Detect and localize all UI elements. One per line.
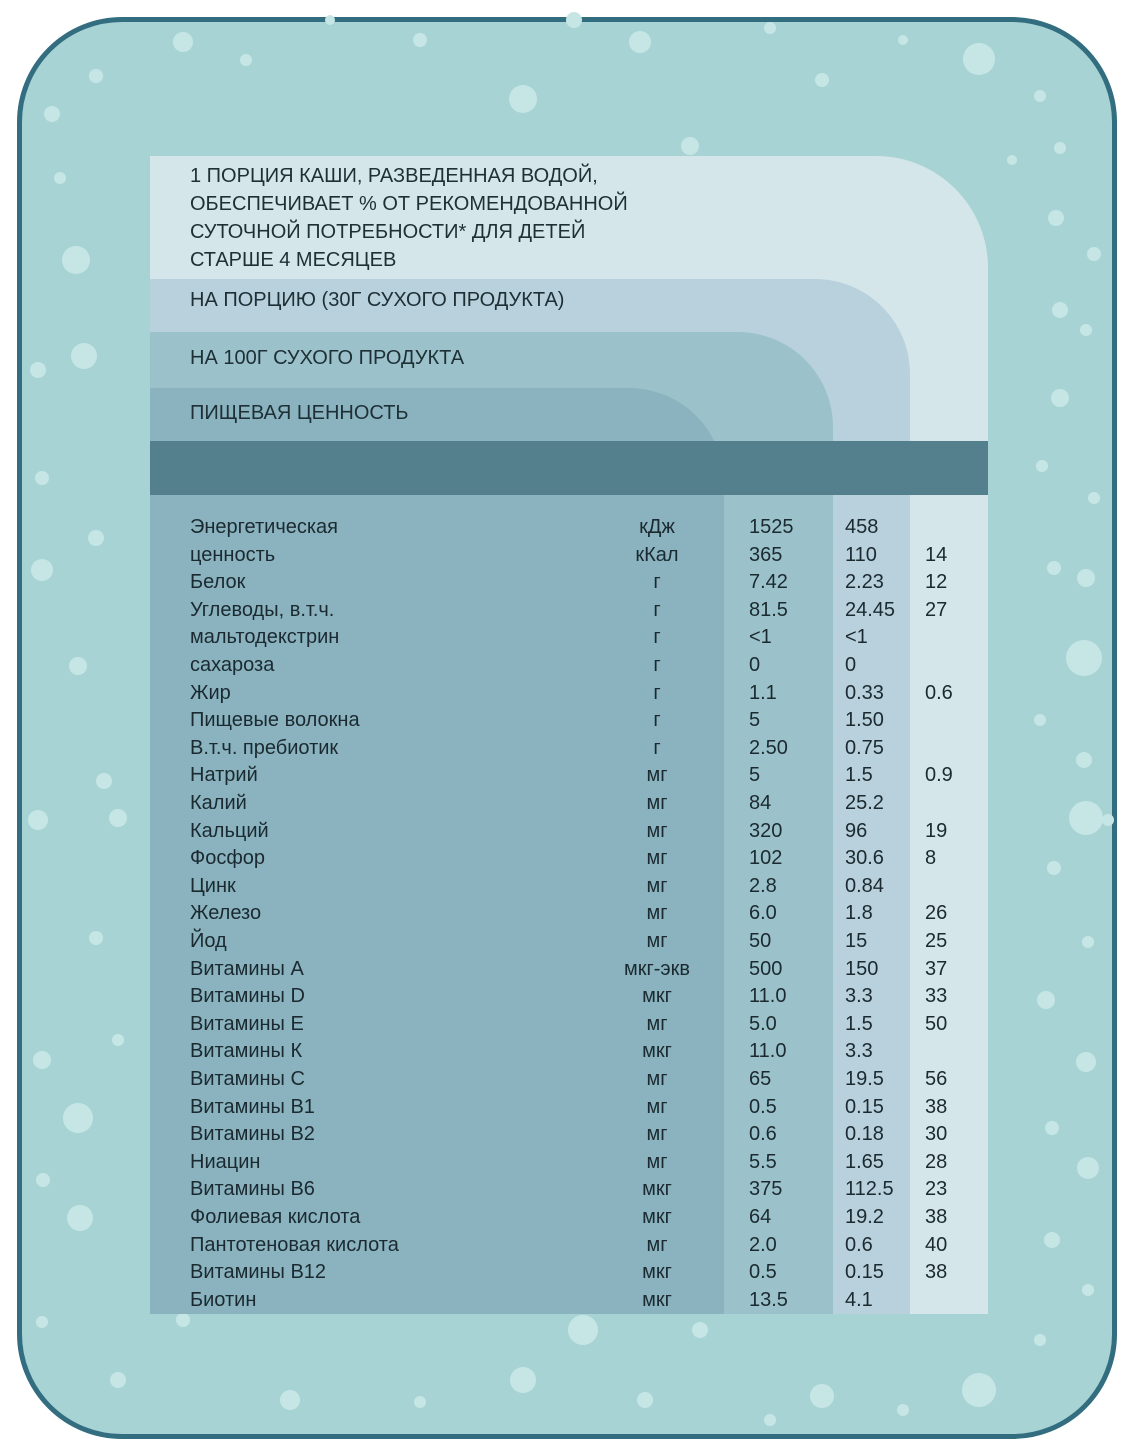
bubble-dot (62, 246, 90, 274)
table-row (0, 680, 1132, 708)
percent-daily-header: 1 ПОРЦИЯ КАШИ, РАЗВЕДЕННАЯ ВОДОЙ, ОБЕСПЕЧИВАЕТ % ОТ РЕКОМЕНДОВАННОЙ СУТОЧНОЙ ПОТРЕБНОСТИ* ДЛЯ ДЕТЕЙ СТАРШЕ 4 МЕСЯЦЕВ (190, 165, 628, 271)
table-row (0, 845, 1132, 873)
nutrient-name: Фолиевая кислота (190, 1206, 361, 1228)
percent-daily-value: 56 (925, 1068, 948, 1090)
nutrient-name: Витамины К (190, 1040, 303, 1063)
unit-cell: мг (646, 1233, 668, 1256)
per-portion-value: 112.5 (845, 1178, 894, 1201)
per-portion-value: 19.2 (845, 1206, 884, 1228)
bubble-dot (173, 32, 193, 52)
unit-cell: мг (646, 792, 668, 814)
per-portion-value: 0.33 (845, 681, 884, 704)
table-row (0, 790, 1132, 818)
table-row (0, 1204, 1132, 1232)
nutrient-name: Жир (190, 681, 231, 704)
nutrient-name: Витамины В6 (190, 1178, 315, 1201)
nutrient-name: Йод (190, 930, 227, 952)
bubble-dot (1054, 142, 1066, 154)
nutrient-name: Ниацин (190, 1150, 261, 1173)
percent-daily-value: 30 (925, 1123, 948, 1146)
per-portion-value: <1 (845, 626, 868, 649)
table-row (0, 652, 1132, 680)
percent-daily-value: 0.9 (925, 764, 953, 787)
per-100g-value: 0 (749, 654, 761, 676)
nutrient-name: Витамины С (190, 1068, 305, 1090)
unit-cell: мг (646, 1068, 668, 1090)
unit-cell: мг (646, 902, 668, 925)
bubble-dot (692, 1322, 708, 1338)
unit-cell: мкг (642, 1206, 672, 1228)
bubble-dot (89, 69, 103, 83)
per-portion-value: 19.5 (845, 1068, 884, 1090)
unit-cell: мкг (642, 1261, 672, 1284)
bubble-dot (30, 362, 46, 378)
bubble-dot (764, 1414, 776, 1426)
percent-daily-value: 40 (925, 1233, 948, 1256)
per-100g-value: 0.5 (749, 1261, 777, 1284)
per-portion-value: 0 (845, 654, 857, 676)
table-row (0, 597, 1132, 625)
unit-cell: мкг (642, 985, 672, 1008)
table-row (0, 818, 1132, 846)
percent-daily-value: 19 (925, 819, 948, 842)
nutrient-name: Витамины А (190, 957, 304, 980)
per-portion-value: 4.1 (845, 1288, 873, 1311)
percent-daily-value: 25 (925, 930, 948, 952)
unit-cell: мг (646, 874, 668, 897)
per-100g-value: <1 (749, 626, 772, 649)
percent-daily-value: 38 (925, 1261, 948, 1284)
per-100g-value: 65 (749, 1068, 772, 1090)
nutrient-name: Энергетическая (190, 516, 338, 538)
unit-cell: мкг (642, 1288, 672, 1311)
bubble-dot (176, 1313, 190, 1327)
per-100g-value: 2.50 (749, 736, 788, 759)
per-100g-value: 2.0 (749, 1233, 777, 1256)
per-portion-value: 1.50 (845, 709, 884, 732)
per-portion-value: 1.65 (845, 1150, 884, 1173)
unit-cell: мкг (642, 1178, 672, 1201)
per-portion-value: 25.2 (845, 792, 884, 814)
nutrient-name: В.т.ч. пребиотик (190, 736, 339, 759)
bubble-dot (44, 106, 60, 122)
unit-cell: кДж (639, 516, 675, 538)
table-row (0, 762, 1132, 790)
bubble-dot (962, 1373, 996, 1407)
per-portion-value: 0.18 (845, 1123, 884, 1146)
table-row (0, 542, 1132, 570)
bubble-dot (36, 1316, 48, 1328)
bubble-dot (240, 54, 252, 66)
unit-cell: г (653, 736, 661, 759)
table-row (0, 735, 1132, 763)
unit-cell: мг (646, 1123, 668, 1146)
table-row (0, 873, 1132, 901)
per-portion-value: 24.45 (845, 598, 896, 621)
nutrient-name: Витамины В1 (190, 1095, 315, 1118)
per-portion-value: 3.3 (845, 985, 873, 1008)
table-row (0, 1038, 1132, 1066)
bubble-dot (325, 15, 335, 25)
unit-cell: г (653, 709, 661, 732)
nutrient-name: Пищевые волокна (190, 709, 360, 732)
percent-daily-value: 50 (925, 1012, 948, 1035)
unit-cell: г (653, 626, 661, 649)
bubble-dot (898, 35, 908, 45)
nutrient-name: Витамины В2 (190, 1123, 315, 1146)
unit-cell: мг (646, 1012, 668, 1035)
per-100g-value: 5 (749, 709, 761, 732)
percent-daily-value: 26 (925, 902, 948, 925)
bubble-dot (897, 1404, 909, 1416)
table-row (0, 624, 1132, 652)
table-row (0, 1066, 1132, 1094)
bubble-dot (1088, 492, 1100, 504)
percent-daily-value: 23 (925, 1178, 948, 1201)
unit-cell: кКал (635, 543, 679, 566)
unit-cell: мкг (642, 1040, 672, 1063)
table-row (0, 1094, 1132, 1122)
per-100g-value: 7.42 (749, 571, 788, 594)
per-portion-value: 0.75 (845, 736, 884, 759)
nutrition-header: ПИЩЕВАЯ ЦЕННОСТЬ (190, 402, 409, 424)
unit-cell: мг (646, 1095, 668, 1118)
table-row (0, 900, 1132, 928)
nutrient-name: сахароза (190, 654, 275, 676)
nutrient-name: Белок (190, 571, 246, 594)
per-100g-header: НА 100Г СУХОГО ПРОДУКТА (190, 347, 465, 369)
per-portion-value: 0.6 (845, 1233, 873, 1256)
unit-cell: мкг-экв (623, 957, 691, 980)
bubble-dot (110, 1372, 126, 1388)
bubble-dot (510, 1367, 536, 1393)
table-row (0, 956, 1132, 984)
per-100g-value: 81.5 (749, 598, 788, 621)
bubble-dot (413, 33, 427, 47)
bubble-dot (566, 12, 582, 28)
per-100g-value: 6.0 (749, 902, 777, 925)
per-portion-value: 1.8 (845, 902, 873, 925)
unit-cell: мг (646, 1150, 668, 1173)
per-100g-value: 11.0 (749, 985, 787, 1008)
nutrient-name: Натрий (190, 764, 258, 787)
table-row (0, 1232, 1132, 1260)
per-100g-value: 64 (749, 1206, 772, 1228)
bubble-dot (810, 1384, 834, 1408)
unit-cell: г (653, 681, 661, 704)
per-portion-value: 1.5 (845, 764, 873, 787)
bubble-dot (54, 172, 66, 184)
percent-daily-value: 28 (925, 1150, 948, 1173)
table-row (0, 569, 1132, 597)
per-100g-value: 5 (749, 764, 761, 787)
bubble-dot (280, 1390, 300, 1410)
nutrient-name: мальтодекстрин (190, 626, 340, 649)
table-row (0, 928, 1132, 956)
table-row (0, 707, 1132, 735)
nutrient-name: Витамины В12 (190, 1261, 327, 1284)
bubble-dot (1080, 324, 1092, 336)
per-100g-value: 13.5 (749, 1288, 788, 1311)
per-100g-value: 500 (749, 957, 783, 980)
per-100g-value: 375 (749, 1178, 783, 1201)
bubble-dot (815, 73, 829, 87)
per-100g-value: 365 (749, 543, 783, 566)
percent-daily-value: 38 (925, 1095, 948, 1118)
per-portion-value: 0.15 (845, 1261, 884, 1284)
nutrient-name: Цинк (190, 874, 236, 897)
per-portion-header: НА ПОРЦИЮ (30Г СУХОГО ПРОДУКТА) (190, 289, 565, 311)
per-100g-value: 1.1 (749, 681, 777, 704)
unit-cell: г (653, 598, 661, 621)
per-portion-value: 458 (845, 516, 879, 538)
bubble-dot (637, 1392, 653, 1408)
bubble-dot (71, 343, 97, 369)
bubble-dot (1036, 460, 1048, 472)
table-row (0, 1259, 1132, 1287)
per-100g-value: 0.6 (749, 1123, 777, 1146)
percent-daily-value: 8 (925, 847, 937, 870)
per-100g-value: 2.8 (749, 874, 777, 897)
bubble-dot (1048, 210, 1064, 226)
per-100g-value: 11.0 (749, 1040, 787, 1063)
bubble-dot (1087, 247, 1101, 261)
bubble-dot (1007, 155, 1017, 165)
unit-cell: мг (646, 819, 668, 842)
bubble-dot (35, 471, 49, 485)
nutrient-name: Калий (190, 792, 247, 814)
per-100g-value: 84 (749, 792, 772, 814)
table-row (0, 983, 1132, 1011)
bubble-dot (963, 43, 995, 75)
unit-cell: мг (646, 764, 668, 787)
per-100g-value: 50 (749, 930, 772, 952)
bubble-dot (1034, 1334, 1046, 1346)
per-portion-value: 1.5 (845, 1012, 873, 1035)
bubble-dot (1052, 302, 1068, 318)
unit-cell: мг (646, 930, 668, 952)
table-row (0, 1287, 1132, 1315)
nutrient-name: Кальций (190, 819, 269, 842)
nutrient-name: Биотин (190, 1288, 257, 1311)
bubble-dot (1034, 90, 1046, 102)
bubble-dot (414, 1396, 426, 1408)
per-portion-value: 30.6 (845, 847, 884, 870)
nutrient-name: Углеводы, в.т.ч. (190, 598, 335, 621)
bubble-dot (764, 22, 776, 34)
table-row (0, 1149, 1132, 1177)
bubble-dot (568, 1315, 598, 1345)
per-portion-value: 96 (845, 819, 868, 842)
per-portion-value: 110 (845, 543, 877, 566)
table-row (0, 1121, 1132, 1149)
percent-daily-value: 38 (925, 1206, 948, 1228)
bubble-dot (509, 85, 537, 113)
nutrient-name: Витамины D (190, 985, 305, 1008)
table-row (0, 1176, 1132, 1204)
nutrient-name: Витамины Е (190, 1012, 304, 1035)
header-band (150, 441, 988, 495)
percent-daily-value: 14 (925, 543, 948, 566)
per-portion-value: 2.23 (845, 571, 884, 594)
percent-daily-value: 0.6 (925, 681, 953, 704)
per-100g-value: 5.5 (749, 1150, 777, 1173)
percent-daily-value: 27 (925, 598, 948, 621)
per-100g-value: 102 (749, 847, 783, 870)
nutrient-name: Фосфор (190, 847, 266, 870)
per-100g-value: 5.0 (749, 1012, 777, 1035)
per-portion-value: 0.84 (845, 874, 884, 897)
percent-daily-value: 33 (925, 985, 948, 1008)
nutrient-name: ценность (190, 543, 276, 566)
unit-cell: г (653, 571, 661, 594)
per-100g-value: 1525 (749, 516, 794, 538)
nutrient-name: Железо (190, 902, 262, 925)
table-row (0, 514, 1132, 542)
bubble-dot (1051, 389, 1069, 407)
percent-daily-value: 12 (925, 571, 948, 594)
per-portion-value: 0.15 (845, 1095, 884, 1118)
per-100g-value: 320 (749, 819, 783, 842)
per-portion-value: 150 (845, 957, 879, 980)
per-portion-value: 3.3 (845, 1040, 873, 1063)
unit-cell: г (653, 654, 661, 676)
unit-cell: мг (646, 847, 668, 870)
per-portion-value: 15 (845, 930, 868, 952)
bubble-dot (629, 31, 651, 53)
table-row (0, 1011, 1132, 1039)
per-100g-value: 0.5 (749, 1095, 777, 1118)
bubble-dot (681, 137, 699, 155)
percent-daily-value: 37 (925, 957, 948, 980)
nutrient-name: Пантотеновая кислота (190, 1233, 399, 1256)
